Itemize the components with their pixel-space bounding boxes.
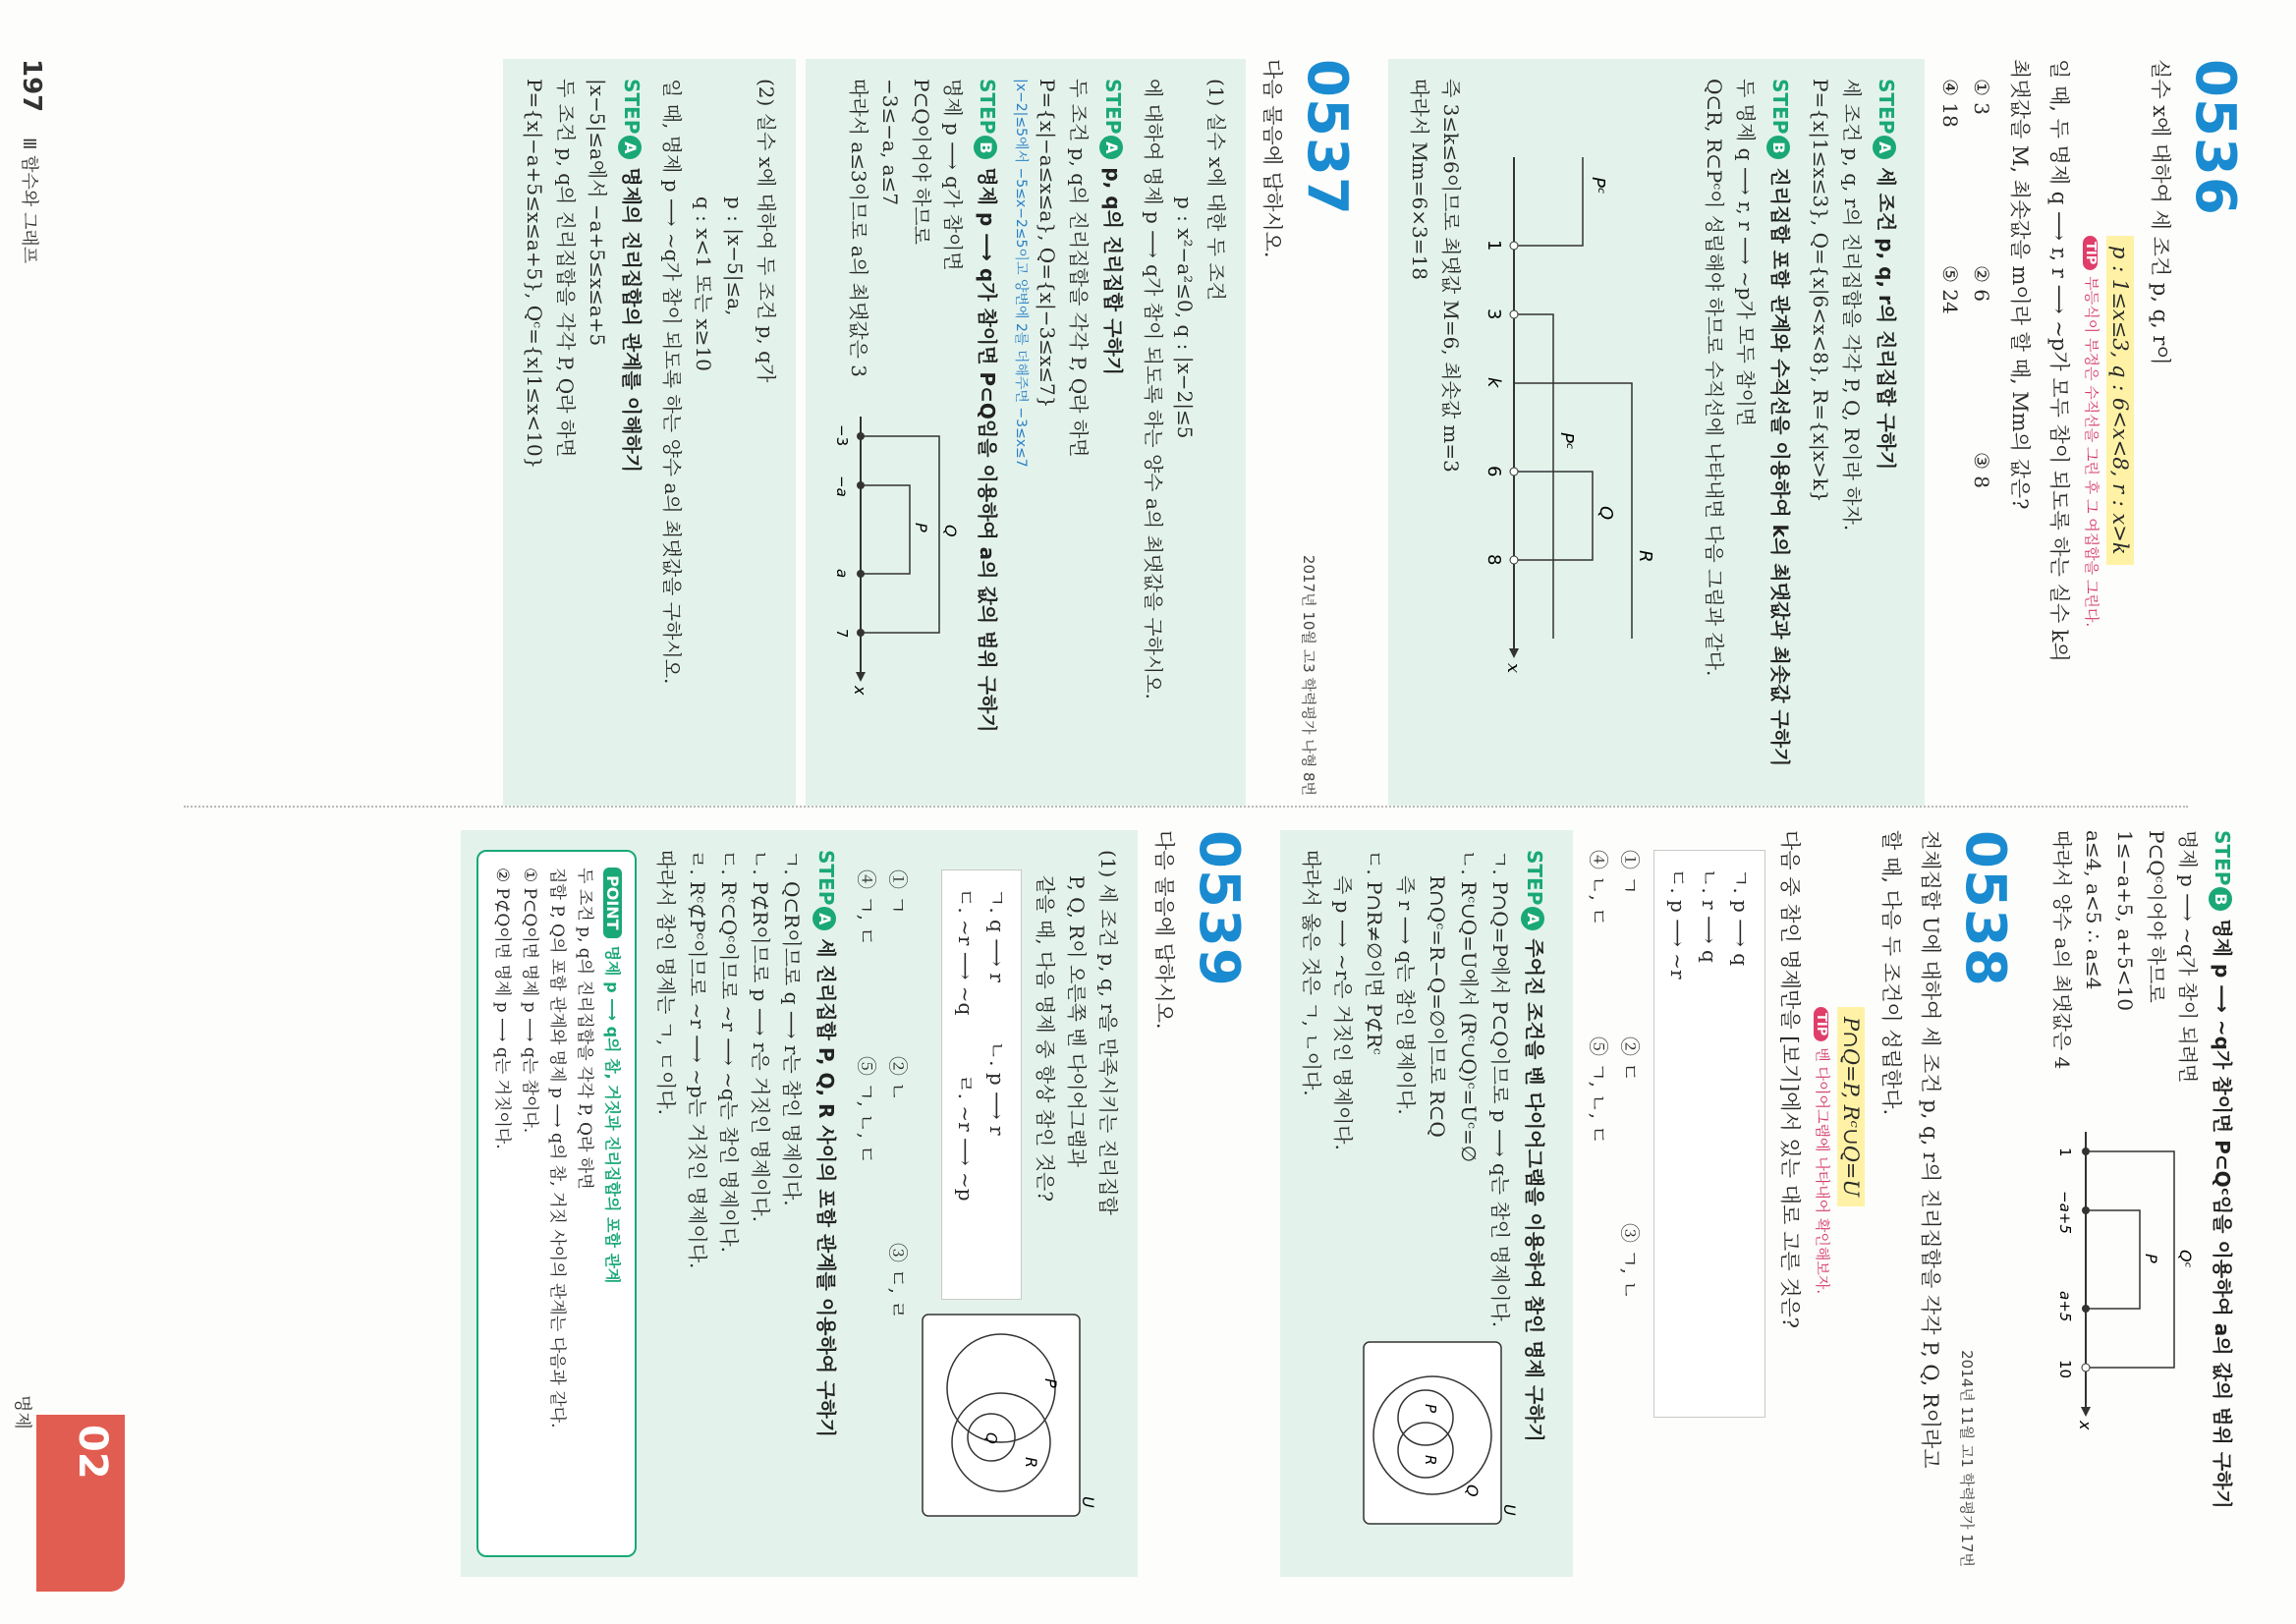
solution-line: ㄱ. Q⊂R이므로 q ⟶ r는 참인 명제이다.: [780, 850, 804, 1206]
solution-line: ㄴ. P⊄R이므로 p ⟶ r은 거짓인 명제이다.: [749, 850, 772, 1223]
page-number: 197: [17, 59, 46, 113]
axis-label: x: [851, 686, 869, 696]
problem-text: 일 때, 두 명제 q ⟶ r, r ⟶ ~p가 모두 참이 되도록 하는 실수 k의: [2047, 59, 2071, 662]
condition-highlight: p : 1≤x≤3, q : 6<x<8, r : x>k: [2106, 236, 2134, 565]
step-title: 진리집합 포함 관계와 수직선을 이용하여 k의 최댓값과 최솟값 구하기: [1768, 167, 1792, 767]
solution-line: |x−5|≤a에서 −a+5≤x≤a+5: [586, 79, 609, 347]
step-heading: [2208, 830, 2237, 1577]
axis-label: x: [2076, 1421, 2095, 1430]
subproblem-line: 일 때, 명제 p ⟶ ~q가 참이 되도록 하는 양수 a의 최댓값을 구하시오.: [660, 79, 684, 685]
step-heading: [1520, 850, 1549, 1557]
venn-label-u: U: [1500, 1504, 1519, 1516]
tick-label: a+5: [2056, 1291, 2074, 1322]
tick-label: −a+5: [2056, 1191, 2074, 1235]
tick-label: a: [833, 569, 851, 579]
point-line: ① P⊂Q이면 명제 p ⟶ q는 참이다.: [520, 868, 539, 1134]
bogi-item: ㄱ. q ⟶ r: [985, 888, 1009, 982]
step-heading: [973, 79, 1002, 786]
choice[interactable]: ① ㄱ: [886, 869, 910, 915]
column-divider: [184, 806, 2188, 808]
tick-label: 1: [1484, 240, 1504, 252]
tick-label: −3: [833, 424, 851, 447]
choice[interactable]: ④ ㄱ, ㄷ: [855, 869, 878, 946]
choice[interactable]: ② ㄷ: [1618, 1036, 1642, 1082]
chapter-number: 02: [70, 1425, 115, 1480]
solution-line: P={x|−a≤x≤a}, Q={x|−3≤x≤7}: [1036, 79, 1059, 409]
choice[interactable]: ⑤ 24: [1938, 265, 1962, 314]
bogi-item: ㄷ. ~r ⟶ ~q: [954, 888, 978, 1016]
answer-choices: [1583, 850, 1646, 1577]
bogi-box: [1653, 850, 1765, 1418]
step-label: STEP: [1768, 79, 1792, 135]
axis-label: x: [1503, 663, 1524, 674]
step-label: STEP: [1101, 79, 1125, 135]
chapter-tab: [36, 1415, 125, 1592]
step-title: 명제 p ⟶ ~q가 참이면 P⊂Qᶜ임을 이용하여 a의 값의 범위 구하기: [2211, 919, 2234, 1509]
point-line: ② P⊄Q이면 명제 p ⟶ q는 거짓이다.: [492, 868, 512, 1149]
tick-label: 1: [2056, 1148, 2074, 1157]
solution-line: 두 명제 q ⟶ r, r ⟶ ~p가 모두 참이면: [1734, 79, 1758, 427]
tick-label: k: [1484, 377, 1504, 388]
problem-number: 0537: [1295, 59, 1359, 216]
problem-text: 할 때, 다음 두 조건이 성립한다.: [1879, 830, 1903, 1116]
tip-note: [1813, 1007, 1833, 1577]
solution-line: a≤4, a<5 ∴ a≤4: [2082, 830, 2105, 990]
hint-note: |x−2|≤5에서 −5≤x−2≤5이고 양변에 2를 더해주면 −3≤x≤7: [1013, 79, 1029, 468]
choice[interactable]: ④ 18: [1938, 79, 1962, 128]
choice[interactable]: ③ ㄱ, ㄴ: [1618, 1223, 1642, 1300]
venn-diagram: [1359, 1337, 1519, 1534]
problem-text: 다음 중 참인 명제만을 [보기]에서 있는 대로 고른 것은?: [1778, 830, 1802, 1329]
solution-line: P⊂Q이어야 하므로: [910, 79, 933, 245]
subproblem-line: p : x²−a²≤0, q : |x−2|≤5: [1173, 196, 1197, 439]
chapter-name: 명제: [12, 1395, 32, 1429]
solution-line: ㄴ. Rᶜ∪Q=U에서 (Rᶜ∪Q)ᶜ=Uᶜ=∅: [1457, 850, 1481, 1163]
step-badge: A: [619, 136, 643, 159]
venn-label-r: R: [1422, 1455, 1439, 1466]
choice[interactable]: ① ㄱ: [1618, 850, 1642, 895]
number-line-diagram: [821, 407, 969, 701]
answer-choices: [851, 869, 914, 1557]
solution-line: R∩Qᶜ=R−Q=∅이므로 R⊂Q: [1426, 875, 1449, 1138]
step-badge: A: [1522, 907, 1545, 930]
problem-source: 2017년 10월 고3 학력평가 나형 8번: [1300, 554, 1317, 796]
venn-label-p: P: [1422, 1404, 1439, 1414]
venn-label-p: P: [1041, 1378, 1060, 1388]
tick-label: −a: [833, 476, 851, 497]
subproblem-line: (1) 세 조건 p, q, r을 만족시키는 진리집합: [1096, 850, 1120, 1215]
step-heading: [617, 79, 646, 786]
step-title: p, q의 진리집합 구하기: [1101, 167, 1125, 376]
subproblem-line: (1) 실수 x에 대한 두 조건: [1204, 79, 1228, 301]
set-label-q: Q: [1596, 506, 1616, 521]
solution-line: 두 조건 p, q의 진리집합을 각각 P, Q라 하면: [1067, 79, 1091, 458]
choice[interactable]: ② 6: [1970, 265, 1993, 303]
set-label-p: P: [912, 523, 930, 532]
solution-box: [806, 59, 1246, 806]
problem-number: 0539: [1187, 830, 1251, 987]
choice[interactable]: ⑤ ㄱ, ㄴ, ㄷ: [855, 1056, 878, 1164]
solution-line: 따라서 a≤3이므로 a의 최댓값은 3: [847, 79, 870, 378]
solution-line: 즉 p ⟶ ~r은 거짓인 명제이다.: [1331, 875, 1355, 1150]
solution-line: ㄹ. Rᶜ⊄Pᶜ이므로 ~r ⟶ ~p는 거짓인 명제이다.: [686, 850, 709, 1269]
solution-line: 명제 p ⟶ q가 참이면: [941, 79, 965, 271]
set-label-pc-right: Pᶜ: [1556, 432, 1577, 450]
venn-label-q: Q: [982, 1432, 1000, 1444]
solution-line: 세 조건 p, q, r의 진리집합을 각각 P, Q, R이라 하자.: [1840, 79, 1864, 532]
problem-text: 최댓값을 M, 최솟값을 m이라 할 때, Mm의 값은?: [2008, 59, 2032, 510]
solution-box: [1280, 830, 1573, 1577]
subproblem-line: p : |x−5|≤a,: [723, 196, 747, 316]
tip-badge: TIP: [1814, 1007, 1828, 1041]
set-label-q: Q: [941, 525, 960, 537]
step-title: 세 조건 p, q, r의 진리집합 구하기: [1875, 167, 1898, 471]
problem-text: 다음 물음에 답하시오.: [1260, 59, 1284, 258]
bogi-item: ㄹ. ~r ⟶ ~p: [954, 1074, 978, 1202]
subproblem-line: P, Q, R이 오른쪽 벤 다이어그램과: [1065, 875, 1089, 1167]
bogi-item: ㄴ. p ⟶ r: [985, 1040, 1009, 1136]
solution-line: 1≤−a+5, a+5<10: [2113, 830, 2137, 1011]
step-title: 명제 p ⟶ q가 참이면 P⊂Q임을 이용하여 a의 값의 범위 구하기: [976, 167, 999, 733]
choice[interactable]: ③ 8: [1970, 452, 1993, 489]
step-heading: [1765, 79, 1795, 786]
tick-label: 6: [1484, 466, 1504, 477]
problem-text: 다음 물음에 답하시오.: [1152, 830, 1176, 1030]
problem-0539: [461, 830, 1251, 1577]
step-badge: B: [975, 136, 998, 159]
problem-number: 0536: [2183, 59, 2247, 216]
choice[interactable]: ⑤ ㄱ, ㄴ, ㄷ: [1587, 1036, 1610, 1145]
solution-line: P⊂Qᶜ이어야 하므로: [2145, 830, 2168, 1003]
venn-label-q: Q: [1463, 1484, 1482, 1497]
subproblem-line: 같을 때, 다음 명제 중 항상 참인 것은?: [1034, 875, 1057, 1203]
point-line: 집합 P, Q의 포함 관계와 명제 p ⟶ q의 참, 거짓 사이의 관계는 다음과 같다.: [547, 868, 567, 1428]
tick-label: 3: [1484, 308, 1504, 320]
solution-line: Q⊂R, R⊂Pᶜ이 성립해야 하므로 수직선에 나타내면 다음 그림과 같다.: [1703, 79, 1726, 677]
answer-choices: [1934, 79, 1997, 806]
problem-number: 0538: [1953, 830, 2017, 987]
set-label-pc-left: Pᶜ: [1588, 177, 1608, 195]
tip-text: 벤 다이어그램에 나타내어 확인해보자.: [1814, 1047, 1831, 1295]
step-label: STEP: [620, 79, 644, 135]
solution-line: ㄷ. Rᶜ⊂Qᶜ이므로 ~r ⟶ ~q는 참인 명제이다.: [717, 850, 741, 1253]
step-label: STEP: [814, 850, 838, 906]
set-label-r: R: [1635, 550, 1655, 563]
page-section-title: Ⅲ 함수와 그래프: [19, 138, 39, 264]
tip-text: 부등식이 부정은 수직선을 그린 후 그 여집합을 그린다.: [2083, 276, 2100, 628]
solution-line: P={x|−a+5≤x≤a+5}, Qᶜ={x|1≤x<10}: [523, 79, 546, 470]
tip-note: [2082, 236, 2102, 806]
problem-0537: [503, 59, 1359, 806]
tick-label: 8: [1484, 554, 1504, 566]
solution-line: 따라서 Mm=6×3=18: [1408, 79, 1431, 280]
choice[interactable]: ④ ㄴ, ㄷ: [1587, 850, 1610, 926]
problem-0537-continued: [2046, 830, 2237, 1577]
point-title: 명제 p ⟶ q의 참, 거짓과 진리집합의 포함 관계: [603, 945, 622, 1284]
venn-diagram: [918, 1310, 1097, 1526]
problem-text: 전체집합 U에 대하여 세 조건 p, q, r의 진리집합을 각각 P, Q, R이라고: [1919, 830, 1942, 1469]
solution-line: ㄱ. P∩Q=P에서 P⊂Q이므로 p ⟶ q는 참인 명제이다.: [1488, 850, 1512, 1328]
problem-0538: [1280, 830, 2017, 1577]
solution-line: 따라서 옳은 것은 ㄱ, ㄴ이다.: [1300, 850, 1323, 1096]
solution-line: 두 조건 p, q의 진리집합을 각각 P, Q라 하면: [554, 79, 578, 458]
solution-line: −3≤−a, a≤7: [878, 79, 902, 206]
step-label: STEP: [976, 79, 999, 135]
solution-line: ㄷ. P∩R≠∅이면 P⊄Rᶜ: [1363, 850, 1386, 1055]
left-column: [474, 59, 2247, 806]
step-title: 명제의 진리집합의 관계를 이해하기: [620, 167, 644, 474]
step-label: STEP: [1875, 79, 1898, 135]
solution-box: [503, 59, 796, 806]
step-heading: [1872, 79, 1901, 786]
choice[interactable]: ① 3: [1970, 79, 1993, 116]
problem-0536: [1388, 59, 2247, 806]
solution-box: [1388, 59, 1925, 806]
bogi-item: ㄱ. p ⟶ q: [1729, 868, 1753, 967]
step-heading: [1098, 79, 1128, 786]
problem-text: 실수 x에 대하여 세 조건 p, q, r이: [2149, 59, 2172, 365]
bogi-item: ㄴ. r ⟶ q: [1698, 868, 1721, 963]
step-heading: [812, 850, 841, 1557]
step-label: STEP: [1523, 850, 1546, 906]
tip-badge: TIP: [2083, 236, 2098, 270]
tick-label: 7: [833, 629, 851, 639]
step-badge: B: [1767, 136, 1791, 159]
point-heading: [602, 868, 625, 1540]
step-badge: A: [1874, 136, 1897, 159]
subproblem-line: q : x<1 또는 x≥10: [692, 196, 715, 371]
solution-line: 따라서 참인 명제는 ㄱ, ㄷ이다.: [654, 850, 678, 1115]
choice[interactable]: ③ ㄷ, ㄹ: [886, 1243, 910, 1319]
set-label-p: P: [2142, 1254, 2160, 1264]
venn-label-u: U: [1079, 1496, 1097, 1508]
set-label-qc: Qᶜ: [2176, 1250, 2195, 1268]
solution-line: 즉 3≤k≤6이므로 최댓값 M=6, 최솟값 m=3: [1439, 79, 1463, 473]
choice[interactable]: ② ㄴ: [886, 1056, 910, 1101]
step-label: STEP: [2211, 830, 2234, 886]
bogi-item: ㄷ. p ⟶ ~r: [1666, 868, 1690, 980]
step-title: 주어진 조건을 벤 다이어그램을 이용하여 참인 명제 구하기: [1523, 938, 1546, 1442]
number-line-diagram: [1475, 138, 1691, 688]
solution-line: P={x|1≤x≤3}, Q={x|6<x<8}, R={x|x>k}: [1809, 79, 1832, 503]
right-column: [431, 830, 2247, 1577]
bogi-box: [941, 869, 1022, 1300]
solution-line: 명제 p ⟶ ~q가 참이 되려면: [2176, 830, 2200, 1084]
subproblem-line: (2) 실수 x에 대하여 두 조건 p, q가: [755, 79, 778, 383]
point-tag: POINT: [603, 868, 622, 938]
point-box: [476, 850, 637, 1557]
step-title: 세 진리집합 P, Q, R 사이의 포함 관계를 이용하여 구하기: [814, 938, 838, 1438]
number-line-diagram: [2046, 1122, 2204, 1436]
tick-label: 10: [2056, 1360, 2074, 1379]
solution-line: 즉 r ⟶ q는 참인 명제이다.: [1394, 875, 1418, 1115]
point-line: 두 조건 p, q의 진리집합을 각각 P, Q라 하면: [575, 868, 594, 1190]
point-body: [488, 868, 598, 1540]
step-badge: A: [813, 907, 837, 930]
step-badge: A: [1100, 136, 1124, 159]
subproblem-line: 에 대하여 명제 p ⟶ q가 참이 되도록 하는 양수 a의 최댓값을 구하시오.: [1142, 79, 1165, 700]
condition-highlight: P∩Q=P, Rᶜ∪Q=U: [1837, 1007, 1865, 1206]
step-badge: B: [2210, 887, 2233, 911]
page-footer: [17, 59, 46, 263]
solution-line: 따라서 양수 a의 최댓값은 4: [2050, 830, 2074, 1070]
venn-label-r: R: [1022, 1457, 1040, 1469]
problem-source: 2014년 11월 고1 학력평가 17번: [1958, 1350, 1976, 1567]
solution-box: [461, 830, 1138, 1577]
